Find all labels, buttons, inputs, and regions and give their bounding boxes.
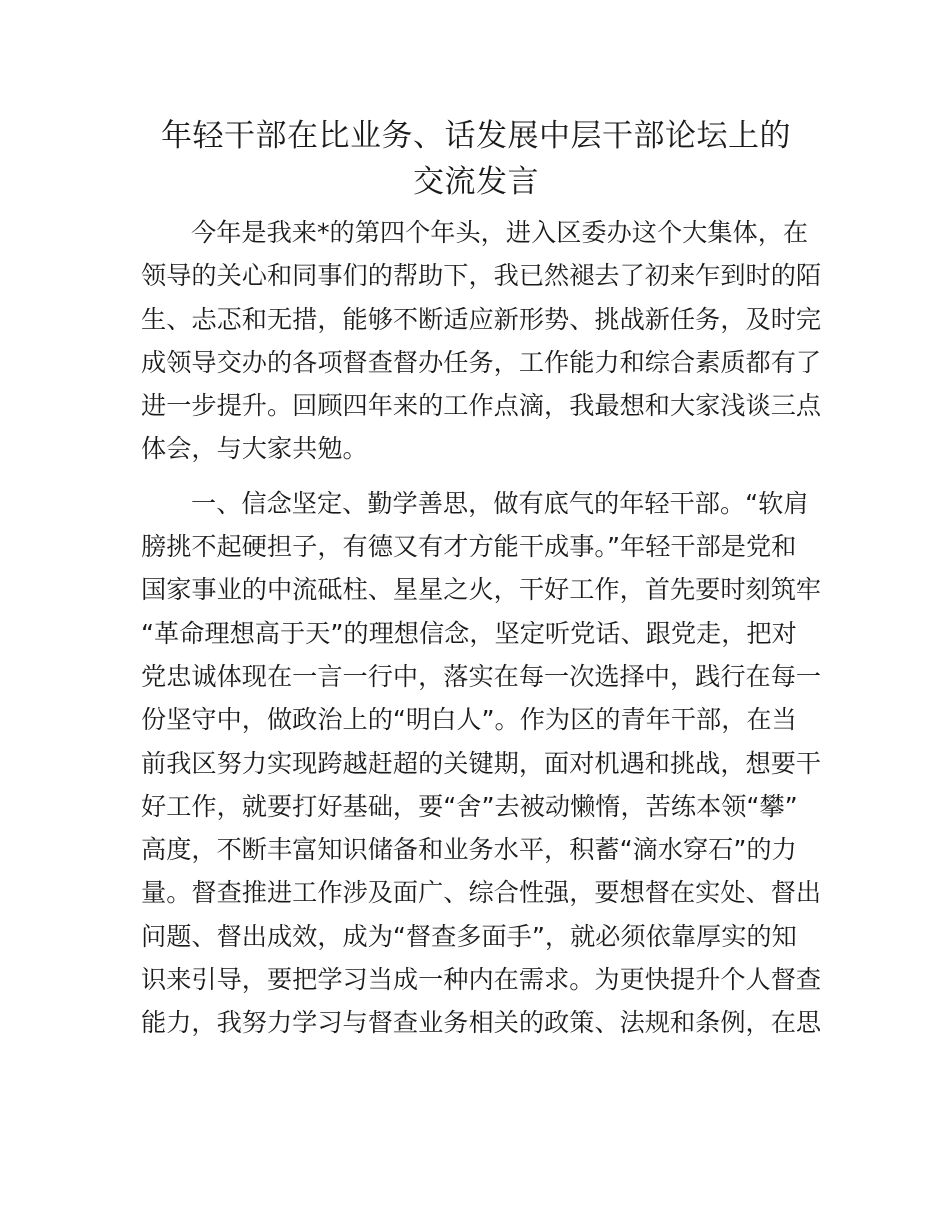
title-line: 交流发言 [413,164,539,200]
paragraph-section-one [141,482,822,1045]
text-line: 一、信念坚定、勤学善思，做有底气的年轻干部。“软肩 [191,488,809,518]
text-line: 进一步提升。回顾四年来的工作点滴，我最想和大家浅谈三点 [141,391,822,421]
text-line: 国家事业的中流砥柱、星星之火，干好工作，首先要时刻筑牢 [141,575,822,605]
document-title [141,113,811,205]
text-line: 高度，不断丰富知识储备和业务水平，积蓄“滴水穿石”的力 [141,835,797,865]
text-line: 能力，我努力学习与督查业务相关的政策、法规和条例，在思 [141,1008,822,1038]
text-line: 好工作，就要打好基础，要“舍”去被动懒惰，苦练本领“攀” [141,791,798,821]
text-line: 今年是我来*的第四个年头，进入区委办这个大集体，在 [191,218,809,247]
text-line: 领导的关心和同事们的帮助下，我已然褪去了初来乍到时的陌 [141,261,822,291]
text-line: “革命理想高于天”的理想信念，坚定听党话、跟党走，把对 [141,618,797,648]
document-body [141,113,822,1045]
text-line: 成领导交办的各项督查督办任务，工作能力和综合素质都有了 [141,347,822,377]
text-line: 识来引导，要把学习当成一种内在需求。为更快提升个人督查 [141,965,822,995]
text-line: 体会，与大家共勉。 [141,434,368,464]
paragraph-intro [141,211,822,471]
text-line: 生、忐忑和无措，能够不断适应新形势、挑战新任务，及时完 [141,304,822,334]
text-line: 前我区努力实现跨越赶超的关键期，面对机遇和挑战，想要干 [141,748,822,778]
text-line: 量。督查推进工作涉及面广、综合性强，要想督在实处、督出 [141,878,822,908]
text-line: 份坚守中，做政治上的“明白人”。作为区的青年干部，在当 [141,705,797,735]
text-line: 问题、督出成效，成为“督查多面手”，就必须依靠厚实的知 [141,921,797,951]
text-line: 膀挑不起硬担子，有德又有才方能干成事。”年轻干部是党和 [141,532,797,562]
text-line: 党忠诚体现在一言一行中，落实在每一次选择中，践行在每一 [141,661,822,691]
title-line: 年轻干部在比业务、话发展中层干部论坛上的 [161,118,791,154]
